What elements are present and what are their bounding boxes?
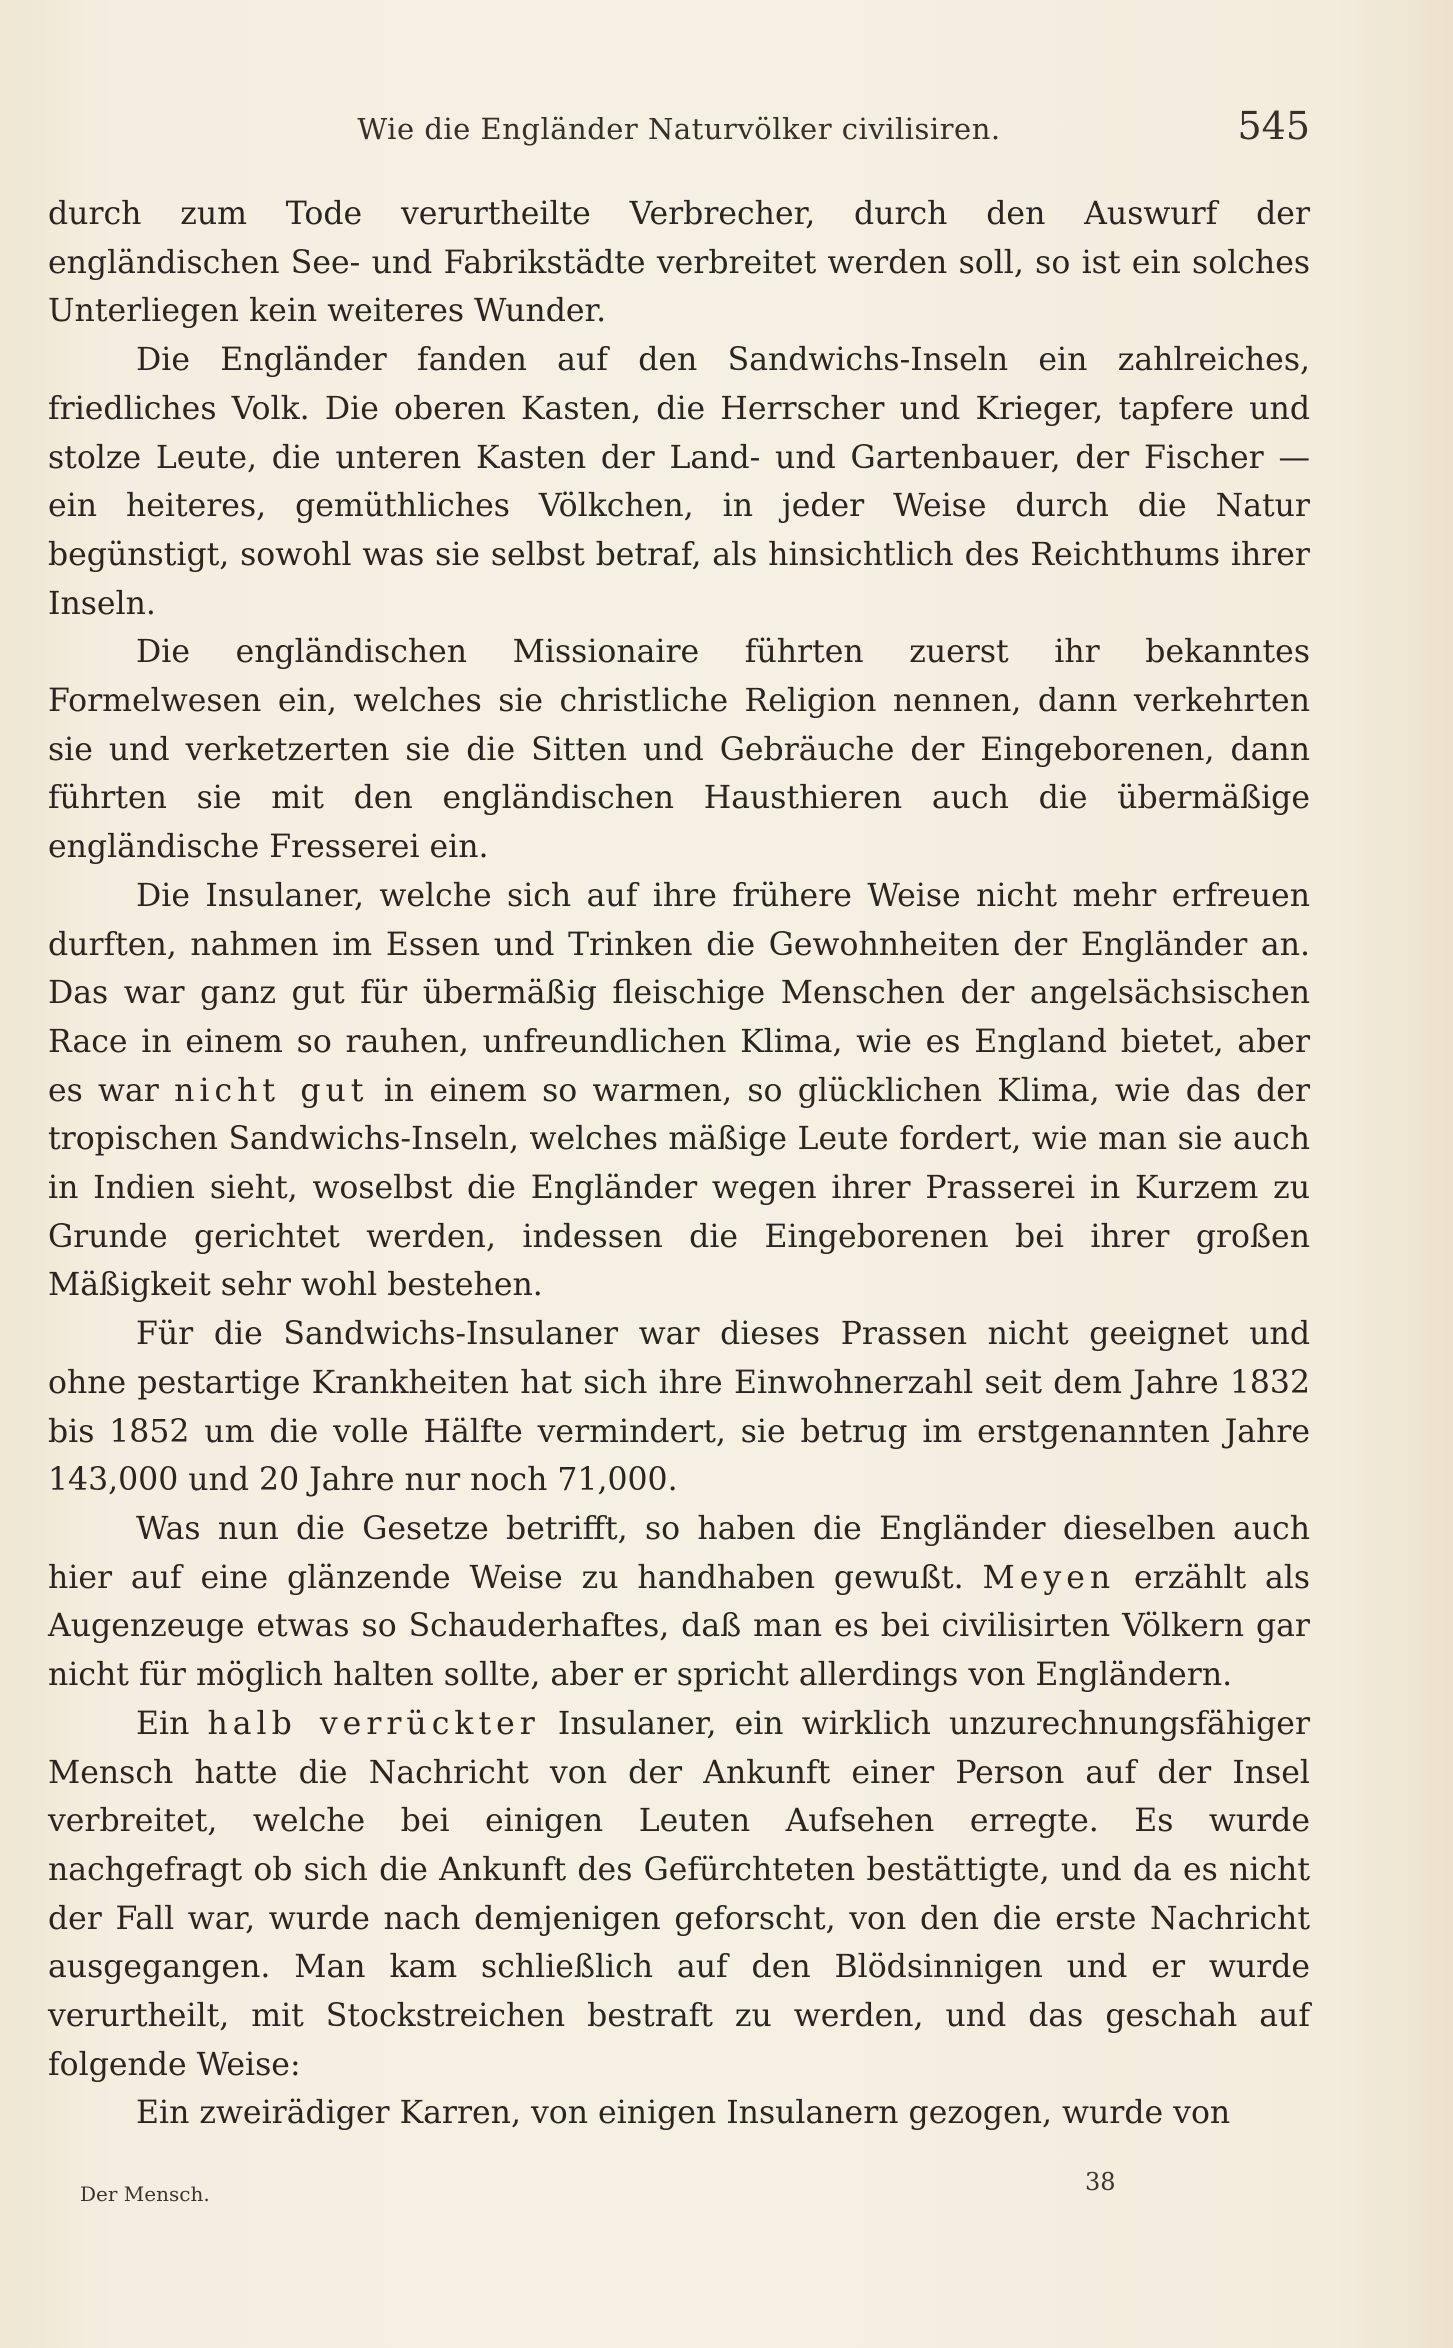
paragraph xyxy=(48,2089,1310,2138)
sheet-number: 38 xyxy=(1085,2168,1116,2196)
paragraph xyxy=(48,336,1310,628)
paragraph xyxy=(48,1310,1310,1505)
paragraph-text: durch zum Tode verurtheilte Verbrecher, durch den Auswurf der engländischen See- und Fabrikstädte verbreitet werden soll, so ist ein solches Unterliegen kein weiteres Wunder. xyxy=(48,196,1310,330)
spaced-emphasis: nicht gut xyxy=(174,1072,369,1109)
paragraph-text: Die Engländer fanden auf den Sandwichs-Inseln ein zahlreiches, friedliches Volk. Die oberen Kasten, die Herrscher und Krieger, tapfere und stolze Leute, die unteren Kasten der Land- und Gartenbauer, der Fischer — ein heiteres, gemüthliches Völkchen, in jeder Weise durch die Natur begünstigt, sowohl was sie selbst betraf, als hinsichtlich des Reichthums ihrer Inseln. xyxy=(48,342,1310,622)
signature-mark: Der Mensch. xyxy=(80,2182,210,2206)
paragraph-text: Für die Sandwichs-Insulaner war dieses Prassen nicht geeignet und ohne pestartige Krankheiten hat sich ihre Einwohnerzahl seit dem Jahre 1832 bis 1852 um die volle Hälfte vermindert, sie betrug im erstgenannten Jahre 143,000 und 20 Jahre nur noch 71,000. xyxy=(48,1316,1310,1499)
paragraph-text: in einem so warmen, so glücklichen Klima, wie das der tropischen Sandwichs-Inseln, welches mäßige Leute fordert, wie man sie auch in Indien sieht, woselbst die Engländer wegen ihrer Prasserei in Kurzem zu Grunde gerichtet werden, indessen die Eingeborenen bei ihrer großen Mäßigkeit sehr wohl bestehen. xyxy=(48,1072,1311,1304)
paragraph xyxy=(48,1505,1310,1700)
page-footer xyxy=(48,2168,1310,2208)
paragraph-text: Ein xyxy=(136,1705,208,1742)
paragraph xyxy=(48,1700,1310,2090)
running-title: Wie die Engländer Naturvölker civilisiren. xyxy=(357,112,1001,146)
spaced-emphasis: halb verrückter xyxy=(207,1705,540,1742)
paragraph-text: erzählt als Augenzeuge etwas so Schauderhaftes, daß man es bei civilisirten Völkern gar nicht für möglich halten sollte, aber er spricht allerdings von Engländern. xyxy=(48,1559,1310,1694)
spaced-emphasis: Meyen xyxy=(982,1559,1116,1596)
paragraph xyxy=(48,872,1310,1310)
paragraph xyxy=(48,628,1310,872)
paragraph xyxy=(48,190,1310,336)
running-head xyxy=(48,104,1310,154)
paragraph-text: Die engländischen Missionaire führten zuerst ihr bekanntes Formelwesen ein, welches sie christliche Religion nennen, dann verkehrten sie und verketzerten sie die Sitten und Gebräuche der Eingeborenen, dann führten sie mit den engländischen Hausthieren auch die übermäßige engländische Fresserei ein. xyxy=(48,634,1310,866)
paragraph-text: Insulaner, ein wirklich unzurechnungsfähiger Mensch hatte die Nachricht von der Ankunft einer Person auf der Insel verbreitet, welche bei einigen Leuten Aufsehen erregte. Es wurde nachgefragt ob sich die Ankunft des Gefürchteten bestättigte, und da es nicht der Fall war, wurde nach demjenigen geforscht, von den die erste Nachricht ausgegangen. Man kam schließlich auf den Blödsinnigen und er wurde verurtheilt, mit Stockstreichen bestraft zu werden, und das geschah auf folgende Weise: xyxy=(48,1705,1311,2083)
paragraph-text: Was nun die Gesetze betrifft, so haben die Engländer dieselben auch hier auf eine glänzende Weise zu handhaben gewußt. xyxy=(48,1510,1310,1596)
paragraph-text: Ein zweirädiger Karren, von einigen Insulanern gezogen, wurde von xyxy=(136,2095,1231,2132)
page-number: 545 xyxy=(1237,104,1310,148)
main-text xyxy=(48,190,1310,2138)
paragraph-text: Die Insulaner, welche sich auf ihre frühere Weise nicht mehr erfreuen durften, nahmen im Essen und Trinken die Gewohnheiten der Engländer an. Das war ganz gut für übermäßig fleischige Menschen der angelsächsischen Race in einem so rauhen, unfreundlichen Klima, wie es England bietet, aber es war xyxy=(48,877,1310,1109)
